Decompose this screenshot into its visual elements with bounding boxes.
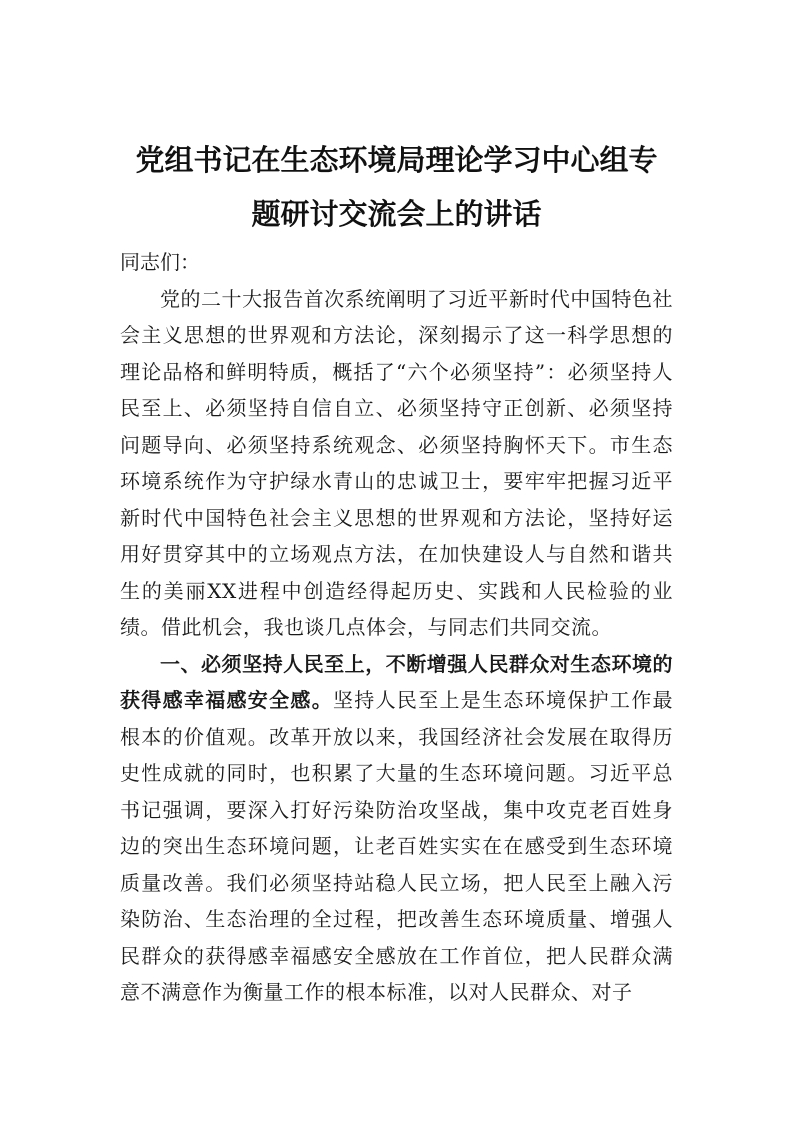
document-title-line-2: 题研讨交流会上的讲话 xyxy=(251,197,542,231)
document-body xyxy=(120,244,673,1011)
section-1-body: 坚持人民至上是生态环境保护工作最根本的价值观。改革开放以来，我国经济社会发展在取得历史性成就的同时，也积累了大量的生态环境问题。习近平总书记强调，要深入打好污染防治攻坚战，集中攻克老百姓身边的突出生态环境问题，让老百姓实实在在感受到生态环境质量改善。我们必须坚持站稳人民立场，把人民至上融入污染防治、生态治理的全过程，把改善生态环境质量、增强人民群众的获得感幸福感安全感放在工作首位，把人民群众满意不满意作为衡量工作的根本标准，以对人民群众、对子 xyxy=(120,688,673,1004)
section-1-heading: 一、必须坚持人民至上，不断增强人民群众对生态环境的获得感幸福感安全感。 xyxy=(120,651,673,712)
document-title-line-1: 党组书记在生态环境局理论学习中心组专 xyxy=(135,143,658,177)
paragraph-section-1 xyxy=(120,646,673,1011)
paragraph-intro: 党的二十大报告首次系统阐明了习近平新时代中国特色社会主义思想的世界观和方法论，深刻揭示了这一科学思想的理论品格和鲜明特质，概括了“六个必须坚持”：必须坚持人民至上、必须坚持自信自立、必须坚持守正创新、必须坚持问题导向、必须坚持系统观念、必须坚持胸怀天下。市生态环境系统作为守护绿水青山的忠诚卫士，要牢牢把握习近平新时代中国特色社会主义思想的世界观和方法论，坚持好运用好贯穿其中的立场观点方法，在加快建设人与自然和谐共生的美丽XX进程中创造经得起历史、实践和人民检验的业绩。借此机会，我也谈几点体会，与同志们共同交流。 xyxy=(120,286,673,639)
salutation: 同志们： xyxy=(120,250,200,274)
